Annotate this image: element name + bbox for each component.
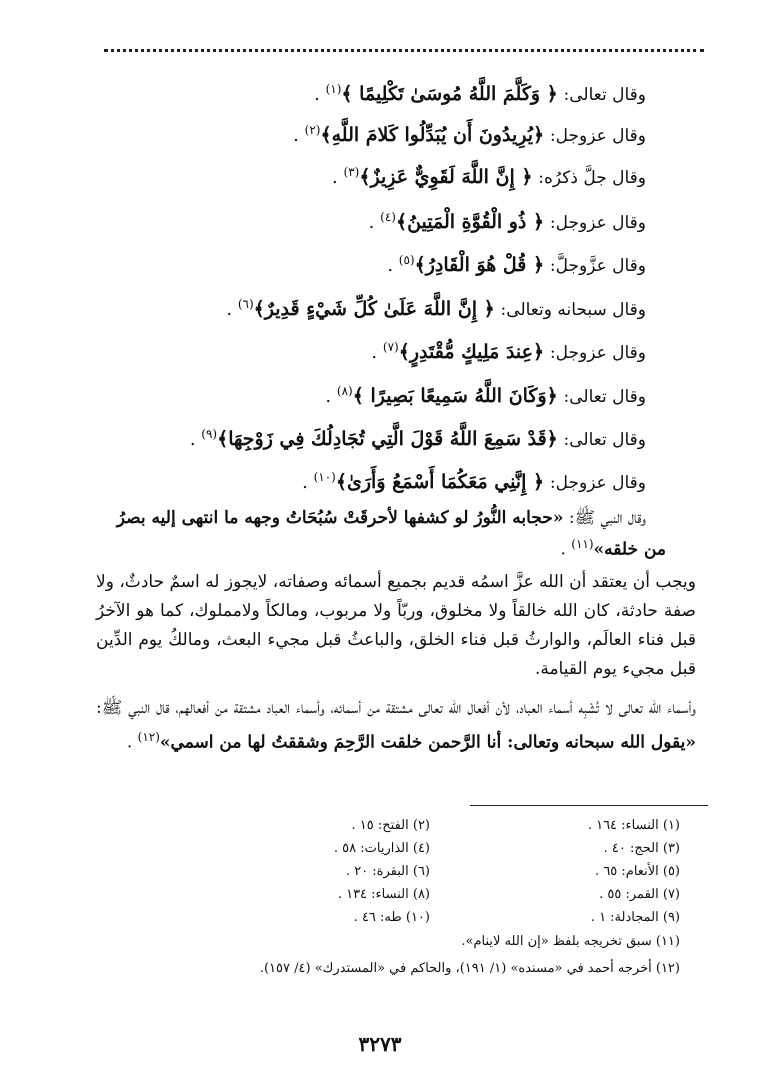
page-number: ٣٢٧٣ [358, 1032, 402, 1056]
footnote-grid [160, 814, 680, 929]
footnote-separator [470, 805, 708, 806]
verse-line: وقال تعالى: ﴿ وَكَلَّمَ اللَّهُ مُوسَىٰ تَكْلِيمًا ﴾$^{(١)}$ . [314, 82, 646, 105]
verse-line: وقال عزوجل: ﴿يُرِيدُونَ أَن يُبَدِّلُوا كَلامَ اللَّهِ﴾$^{(٢)}$ . [293, 123, 646, 146]
verse-line: وقال سبحانه وتعالى: ﴿ إِنَّ اللَّهَ عَلَىٰ كُلِّ شَيْءٍ قَدِيرٌ﴾$^{(٦)}$ . [226, 297, 646, 320]
footnote-row: (٧) القمر: ٥٥ . (٨) النساء: ١٣٤ . [337, 887, 680, 902]
footnote-11: (١١) سبق تخريجه بلفظ «إن الله لاينام». [461, 934, 680, 949]
footnote-12: (١٢) أخرجه أحمد في «مسنده» (١/ ١٩١)، والحاكم في «المستدرك» (٤/ ١٥٧). [259, 961, 680, 976]
header-dotted-rule [104, 49, 704, 52]
verse-line: وقال عزَّوجلَّ: ﴿ قُلْ هُوَ الْقَادِرُ﴾$^{(٥)}$ . [387, 253, 646, 276]
verse-line: وقال جلَّ ذكرُه: ﴿ إِنَّ اللَّهَ لَقَوِيٌّ عَزِيزٌ﴾$^{(٣)}$ . [332, 165, 646, 188]
hadith-line-2: من خلقه»$^{(١١)}$ . [560, 537, 666, 560]
footnote-row: (١) النساء: ١٦٤ . (٢) الفتح: ١٥ . [351, 818, 680, 833]
footnote-row: (٩) المجادلة: ١ . (١٠) طه: ٤٦ . [353, 910, 680, 925]
verse-line: وقال تعالى: ﴿قَدْ سَمِعَ اللَّهُ قَوْلَ الَّتِي تُجَادِلُكَ فِي زَوْجِهَا﴾$^{(٩)}$ . [189, 427, 646, 450]
paragraph-names-of-servants: وأسماء الله تعالى لا تُشْبِه أسماء العباد، لأن أفعال الله تعالى مشتقة من أسمائه، وأسماء العباد مشتقة من أفعالهم، قال النبي ﷺ: «يقول الله سبحانه وتعالى: أنا الرَّحمن خلقت الرَّحِمَ وشققتُ لها من اسمي»$^{(١٢)}$ . [96, 698, 696, 753]
hadith-line-1: وقال النبي ﷺ: «حجابه النُّورُ لو كشفها لأحرقَتْ سُبُحَاتُ وجهه ما انتهى إليه بصرُ [116, 508, 646, 528]
paragraph-eternal-names: ويجب أن يعتقد أن الله عزَّ اسمُه قديم بجميع أسمائه وصفاته، لايجوز له اسمٌ حادثٌ، ولا صفة حادثة، كان الله خالقاً ولا مخلوق، وربّاً ولا مربوب، ومالكاً ولامملوك، كما هو الآخرُ قبل فناء العالَم، والوارثُ قبل فناء الخلق، والباعثُ قبل مجيء البعث، ومالكُ يوم الدِّين قبل مجيء يوم القيامة. [96, 572, 696, 679]
verse-line: وقال عزوجل: ﴿عِندَ مَلِيكٍ مُّقْتَدِرٍ﴾$^{(٧)}$ . [371, 340, 646, 363]
verse-line: وقال عزوجل: ﴿ ذُو الْقُوَّةِ الْمَتِينُ﴾$^{(٤)}$ . [368, 210, 646, 233]
footnote-row: (٥) الأنعام: ٦٥ . (٦) البقرة: ٢٠ . [345, 864, 680, 879]
verse-line: وقال تعالى: ﴿وَكَانَ اللَّهُ سَمِيعًا بَصِيرًا ﴾$^{(٨)}$ . [325, 384, 646, 407]
verse-line: وقال عزوجل: ﴿ إِنَّنِي مَعَكُمَا أَسْمَعُ وَأَرَىٰ﴾$^{(١٠)}$ . [302, 470, 646, 493]
footnote-row: (٣) الحج: ٤٠ . (٤) الذاريات: ٥٨ . [333, 841, 680, 856]
